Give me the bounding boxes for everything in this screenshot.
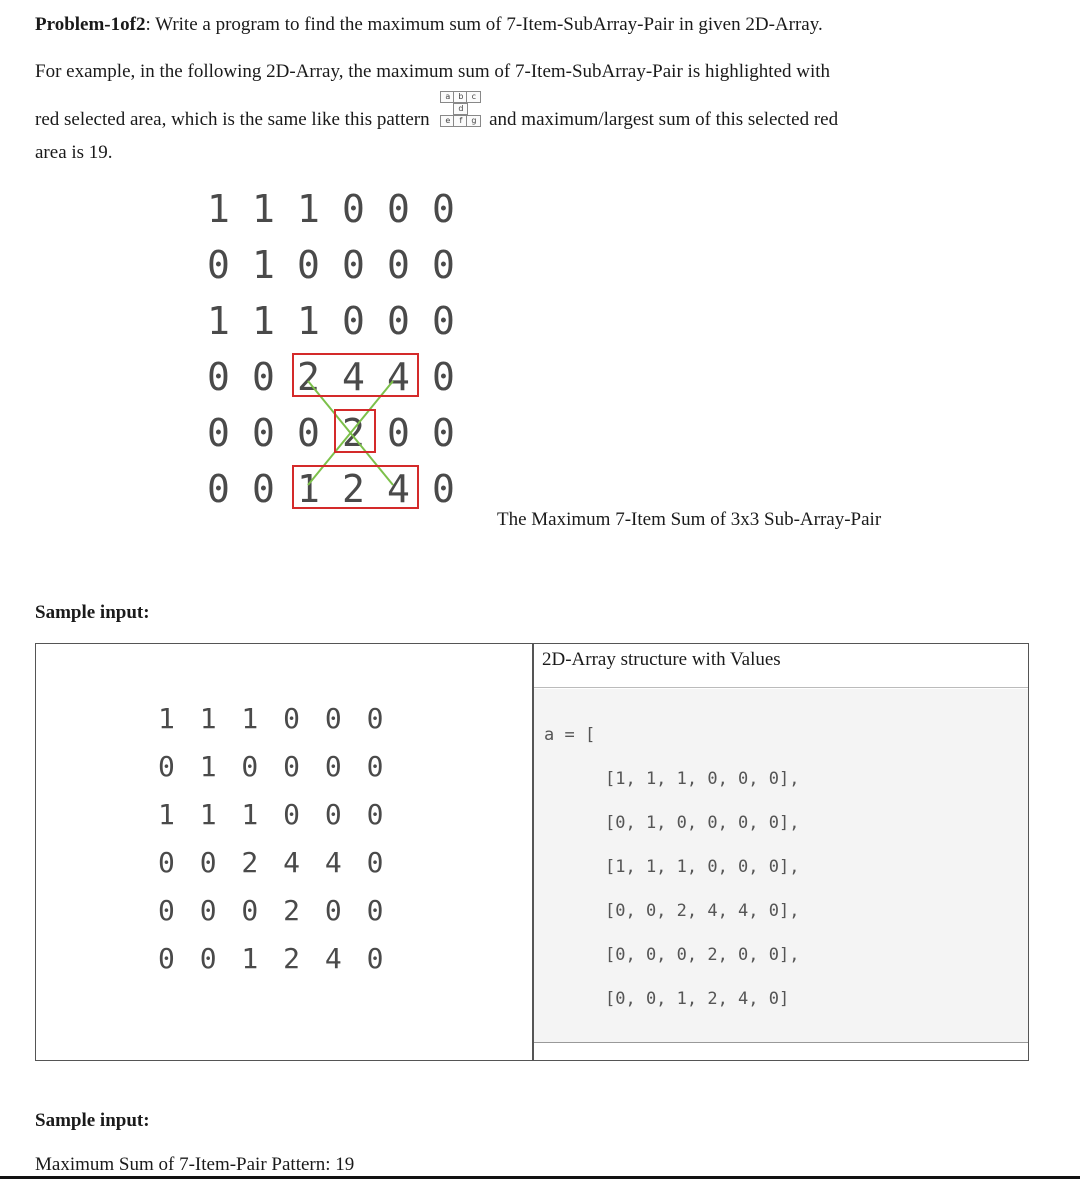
grid-cell: 1 <box>207 187 230 231</box>
structure-header: 2D-Array structure with Values <box>542 649 781 670</box>
sample-row: 0 0 1 2 4 0 <box>158 942 388 975</box>
sample-row: 0 0 0 2 0 0 <box>158 894 388 927</box>
grid-cell: 0 <box>432 467 455 511</box>
code-row: [0, 1, 0, 0, 0, 0], <box>605 813 800 833</box>
problem-line-3-before: red selected area, which is the same like this pattern <box>35 109 430 130</box>
problem-line-3-after: and maximum/largest sum of this selected red <box>489 109 839 130</box>
grid-cell: 0 <box>207 467 230 511</box>
grid-cell: 0 <box>342 299 365 343</box>
sample-row: 0 0 2 4 4 0 <box>158 846 388 879</box>
problem-label: Problem-1of2 <box>35 14 146 35</box>
grid-cell: 0 <box>297 411 320 455</box>
bottom-rule <box>0 1176 1080 1179</box>
grid-cell: 0 <box>387 411 410 455</box>
grid-cell: 0 <box>387 187 410 231</box>
grid-cell: 0 <box>342 243 365 287</box>
grid-cell: 0 <box>207 355 230 399</box>
code-open: a = [ <box>544 725 596 745</box>
grid-cell: 0 <box>387 243 410 287</box>
grid-cell: 1 <box>297 299 320 343</box>
grid-cell: 0 <box>297 243 320 287</box>
grid-cell: 0 <box>207 411 230 455</box>
pattern-cell-e: e <box>440 115 455 127</box>
example-caption: The Maximum 7-Item Sum of 3x3 Sub-Array-Pair <box>497 509 882 530</box>
grid-cell: 1 <box>297 187 320 231</box>
pattern-icon <box>436 91 482 129</box>
code-row: [1, 1, 1, 0, 0, 0], <box>605 857 800 877</box>
code-row: [0, 0, 2, 4, 4, 0], <box>605 901 800 921</box>
pattern-cell-f: f <box>453 115 468 127</box>
grid-cell: 1 <box>252 299 275 343</box>
grid-cell: 2 <box>342 467 365 511</box>
grid-cell: 0 <box>387 299 410 343</box>
grid-cell: 1 <box>252 187 275 231</box>
pattern-cell-c: c <box>466 91 481 103</box>
code-row: [0, 0, 1, 2, 4, 0] <box>605 989 790 1009</box>
sample-input-label: Sample input: <box>35 602 150 623</box>
grid-cell: 0 <box>252 411 275 455</box>
pattern-cell-b: b <box>453 91 468 103</box>
code-row: [1, 1, 1, 0, 0, 0], <box>605 769 800 789</box>
grid-cell: 0 <box>252 467 275 511</box>
sample-row: 1 1 1 0 0 0 <box>158 798 388 831</box>
grid-cell: 0 <box>342 187 365 231</box>
problem-line-2: For example, in the following 2D-Array, the maximum sum of 7-Item-SubArray-Pair is highlighted with <box>35 61 831 82</box>
problem-title-text: : Write a program to find the maximum sum of 7-Item-SubArray-Pair in given 2D-Array. <box>145 14 823 35</box>
grid-cell: 4 <box>387 355 410 399</box>
grid-cell: 4 <box>387 467 410 511</box>
problem-line-4: area is 19. <box>35 142 113 163</box>
highlight-middle-cell <box>334 409 376 453</box>
grid-cell: 0 <box>207 243 230 287</box>
problem-title-line <box>35 13 823 37</box>
grid-cell: 1 <box>252 243 275 287</box>
sample-output-label: Sample input: <box>35 1110 150 1131</box>
structure-header-cell <box>534 644 1028 688</box>
grid-cell: 0 <box>432 355 455 399</box>
pattern-cell-g: g <box>466 115 481 127</box>
code-row: [0, 0, 0, 2, 0, 0], <box>605 945 800 965</box>
grid-cell: 2 <box>297 355 320 399</box>
sample-row: 0 1 0 0 0 0 <box>158 750 388 783</box>
problem-line-3 <box>35 91 839 132</box>
sample-row: 1 1 1 0 0 0 <box>158 702 388 735</box>
grid-cell: 0 <box>432 243 455 287</box>
grid-cell: 0 <box>432 411 455 455</box>
sample-output-text: Maximum Sum of 7-Item-Pair Pattern: 19 <box>35 1154 355 1175</box>
pattern-cell-d: d <box>453 103 468 115</box>
grid-cell: 2 <box>342 411 365 455</box>
code-bottom-line <box>534 1042 1028 1043</box>
grid-cell: 1 <box>207 299 230 343</box>
grid-cell: 0 <box>252 355 275 399</box>
grid-cell: 4 <box>342 355 365 399</box>
highlight-top-row <box>292 353 419 397</box>
grid-cell: 1 <box>297 467 320 511</box>
pattern-cell-a: a <box>440 91 455 103</box>
grid-cell: 0 <box>432 299 455 343</box>
highlight-bottom-row <box>292 465 419 509</box>
grid-cell: 0 <box>432 187 455 231</box>
example-grid <box>207 185 460 515</box>
